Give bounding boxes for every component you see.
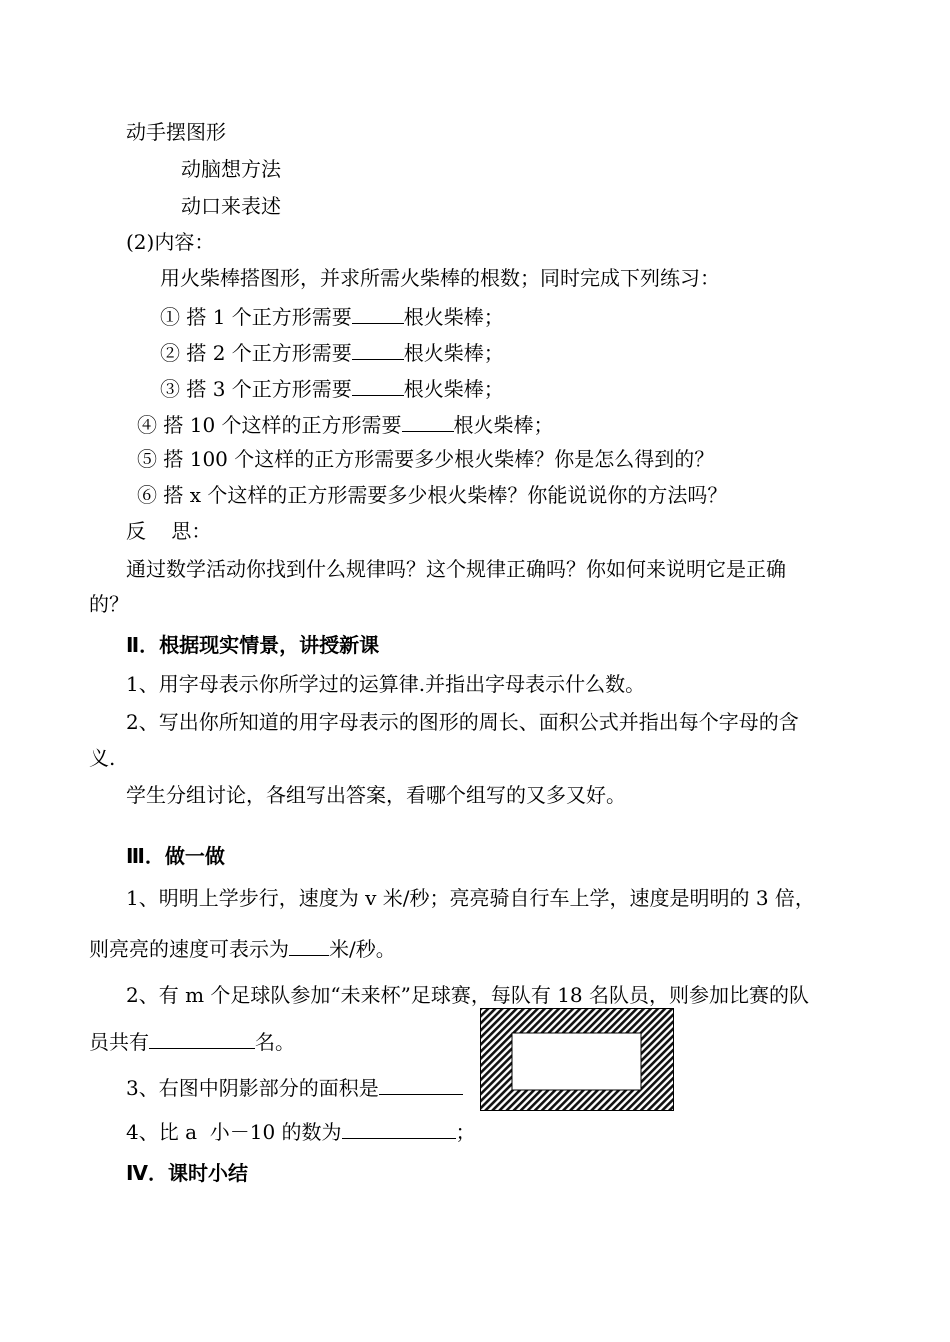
- reflection-text-1: 通过数学活动你找到什么规律吗？这个规律正确吗？你如何来说明它是正确: [126, 557, 786, 581]
- answer-blank: [352, 339, 404, 360]
- answer-blank: [352, 303, 404, 324]
- exercise-2b: [89, 1028, 295, 1054]
- section-2-note: 学生分组讨论，各组写出答案，看哪个组写的又多又好。: [126, 783, 626, 807]
- exercise-2b-suffix: 名。: [255, 1030, 295, 1054]
- content-instruction: 用火柴棒搭图形，并求所需火柴棒的根数；同时完成下列练习：: [160, 266, 720, 290]
- section-2-heading: Ⅱ．根据现实情景，讲授新课: [126, 633, 380, 657]
- question-4-suffix: 根火柴棒；: [453, 413, 554, 437]
- question-4: [137, 411, 554, 437]
- exercise-3-text: 3、右图中阴影部分的面积是: [126, 1076, 379, 1100]
- section-2-item-2b: 义.: [89, 746, 116, 770]
- exercise-4: [126, 1118, 476, 1144]
- question-1-suffix: 根火柴棒；: [403, 305, 504, 329]
- section-4-heading: Ⅳ．课时小结: [126, 1161, 248, 1185]
- answer-blank: [402, 411, 454, 432]
- question-1: [160, 303, 504, 329]
- shaded-frame-figure: [480, 1008, 674, 1111]
- intro-line-3: 动口来表述: [181, 194, 281, 218]
- question-3-suffix: 根火柴棒；: [403, 377, 504, 401]
- inner-rectangle: [512, 1033, 641, 1090]
- exercise-3: [126, 1074, 463, 1100]
- exercise-2a: 2、有 m 个足球队参加“未来杯”足球赛，每队有 18 名队员，则参加比赛的队: [126, 983, 810, 1007]
- question-3: [160, 375, 504, 401]
- exercise-2b-text: 员共有: [89, 1030, 149, 1054]
- question-3-text: ③ 搭 3 个正方形需要: [160, 377, 352, 401]
- exercise-1a: 1、明明上学步行，速度为 v 米/秒；亮亮骑自行车上学，速度是明明的 3 倍，: [126, 886, 815, 910]
- exercise-1b: [89, 935, 396, 961]
- reflection-text-2: 的？: [89, 592, 129, 616]
- question-1-text: ① 搭 1 个正方形需要: [160, 305, 352, 329]
- exercise-1b-text: 则亮亮的速度可表示为: [89, 937, 289, 961]
- answer-blank: [352, 375, 404, 396]
- intro-line-2: 动脑想方法: [181, 157, 281, 181]
- section-2-item-1: 1、用字母表示你所学过的运算律.并指出字母表示什么数。: [126, 672, 646, 696]
- answer-blank: [379, 1074, 463, 1095]
- exercise-1b-suffix: 米/秒。: [329, 937, 396, 961]
- content-heading: (2)内容：: [126, 230, 215, 254]
- exercise-4-suffix: ；: [455, 1120, 476, 1144]
- question-2-suffix: 根火柴棒；: [403, 341, 504, 365]
- answer-blank: [342, 1118, 456, 1139]
- answer-blank: [149, 1028, 255, 1049]
- question-6: ⑥ 搭 x 个这样的正方形需要多少根火柴棒？你能说说你的方法吗？: [137, 483, 728, 507]
- question-2-text: ② 搭 2 个正方形需要: [160, 341, 352, 365]
- answer-blank: [289, 935, 329, 956]
- question-5: ⑤ 搭 100 个这样的正方形需要多少根火柴棒？你是怎么得到的？: [137, 447, 715, 471]
- section-2-item-2a: 2、写出你所知道的用字母表示的图形的周长、面积公式并指出每个字母的含: [126, 710, 799, 734]
- intro-line-1: 动手摆图形: [126, 120, 226, 144]
- question-2: [160, 339, 504, 365]
- question-4-text: ④ 搭 10 个这样的正方形需要: [137, 413, 402, 437]
- exercise-4-text: 4、比 a 小－10 的数为: [126, 1120, 342, 1144]
- reflection-heading: 反 思：: [126, 519, 212, 543]
- section-3-heading: Ⅲ．做一做: [126, 844, 225, 868]
